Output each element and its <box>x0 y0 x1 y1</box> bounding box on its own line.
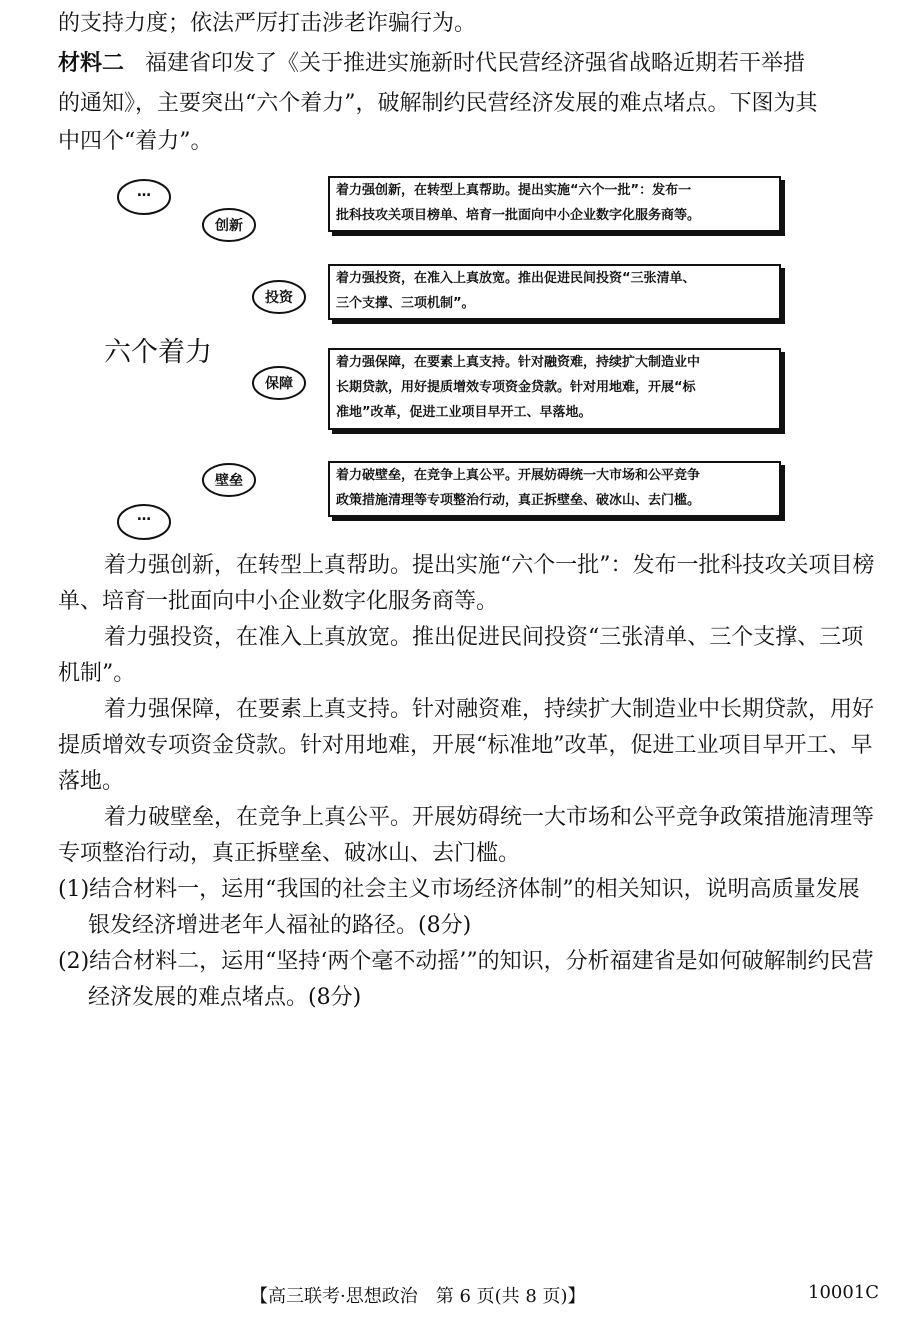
material2-line2: 的通知》，主要突出“六个着力”，破解制约民营经济发展的难点堵点。下图为其 <box>58 91 818 116</box>
node-label-guarantee: 保障 <box>265 376 293 392</box>
material2-line1 <box>58 48 805 80</box>
box-line: 着力强投资，在准入上真放宽。推出促进民间投资“三张清单、 <box>336 271 696 286</box>
node-label-barrier: 壁垒 <box>215 473 243 489</box>
box-line: 政策措施清理等专项整治行动，真正拆壁垒、破冰山、去门槛。 <box>336 493 701 508</box>
dots-top: … <box>137 184 151 200</box>
box-line: 三个支撑、三项机制”。 <box>336 296 475 311</box>
box-line: 准地”改革，促进工业项目早开工、早落地。 <box>336 405 592 420</box>
material2-text1: 福建省印发了《关于推进实施新时代民营经济强省战略近期若干举措 <box>145 51 806 76</box>
exam-code: 10001C <box>808 1282 880 1303</box>
body-paragraphs <box>58 548 878 1016</box>
node-box-guarantee <box>328 348 781 430</box>
intro-line: 的支持力度；依法严厉打击涉老诈骗行为。 <box>58 11 477 36</box>
box-line: 长期贷款，用好提质增效专项资金贷款。针对用地难，开展“标 <box>336 380 696 395</box>
page-footer: 【高三联考·思想政治 第 6 页(共 8 页)】 <box>250 1286 586 1307</box>
box-line: 着力强创新，在转型上真帮助。提出实施“六个一批”：发布一 <box>336 183 692 198</box>
box-line: 批科技攻关项目榜单、培育一批面向中小企业数字化服务商等。 <box>336 208 701 223</box>
box-line: 着力破壁垒，在竞争上真公平。开展妨碍统一大市场和公平竞争 <box>336 468 701 483</box>
paragraph: 着力强创新，在转型上真帮助。提出实施“六个一批”：发布一批科技攻关项目榜单、培育一批面向中小企业数字化服务商等。 <box>58 553 875 614</box>
node-box-investment <box>328 264 781 320</box>
material2-label: 材料二 <box>58 51 125 76</box>
paragraph: 着力破壁垒，在竞争上真公平。开展妨碍统一大市场和公平竞争政策措施清理等专项整治行动，真正拆壁垒、破冰山、去门槛。 <box>58 805 875 866</box>
node-label-innovation: 创新 <box>215 218 243 234</box>
node-box-barrier <box>328 461 781 517</box>
material2-line3: 中四个“着力”。 <box>58 129 213 154</box>
box-line: 着力强保障，在要素上真支持。针对融资难，持续扩大制造业中 <box>336 355 701 370</box>
diagram-center-title: 六个着力 <box>104 337 212 368</box>
question-2: (2)结合材料二，运用“坚持‘两个毫不动摇’”的知识，分析福建省是如何破解制约民营经济发展的难点堵点。(8分) <box>58 949 874 1010</box>
paragraph: 着力强投资，在准入上真放宽。推出促进民间投资“三张清单、三个支撑、三项机制”。 <box>58 625 864 686</box>
node-label-investment: 投资 <box>265 290 293 306</box>
paragraph: 着力强保障，在要素上真支持。针对融资难，持续扩大制造业中长期贷款，用好提质增效专项资金贷款。针对用地难，开展“标准地”改革，促进工业项目早开工、早落地。 <box>58 697 875 794</box>
dots-bottom: … <box>137 508 151 524</box>
node-box-innovation <box>328 176 781 232</box>
question-1: (1)结合材料一，运用“我国的社会主义市场经济体制”的相关知识，说明高质量发展银发经济增进老年人福祉的路径。(8分) <box>58 877 860 938</box>
